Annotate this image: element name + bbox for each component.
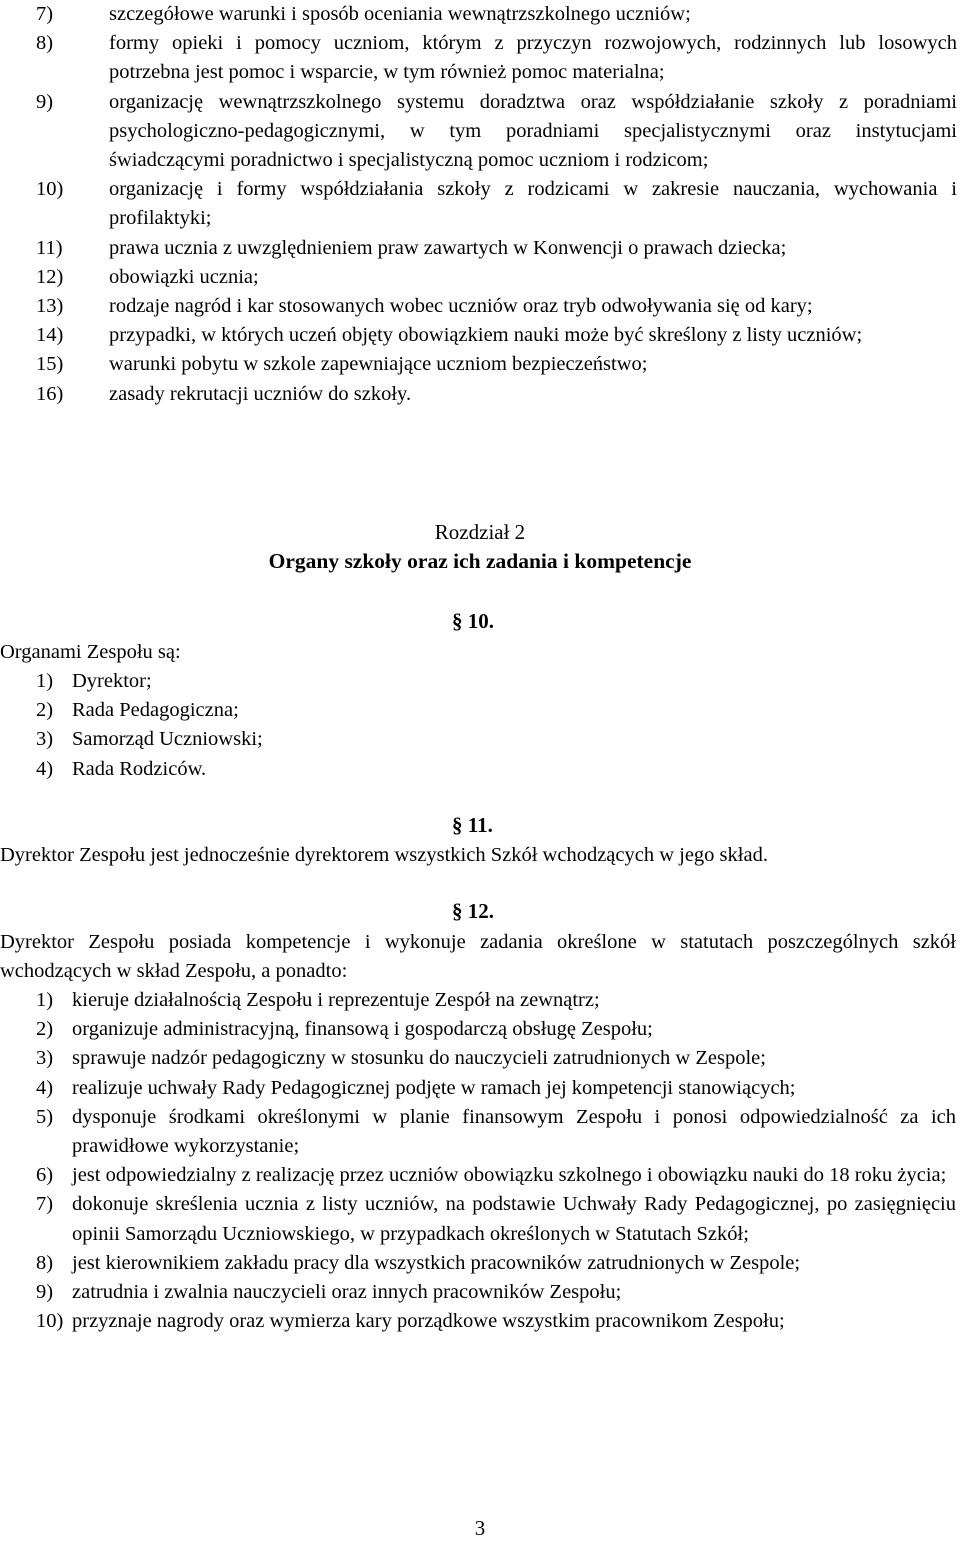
item-text: jest kierownikiem zakładu pracy dla wszystkich pracowników zatrudnionych w Zespole; [72, 1251, 801, 1274]
item-number: 12) [36, 265, 64, 288]
organs-list [0, 667, 960, 784]
item-text: Dyrektor; [72, 670, 152, 692]
item-number: 16) [36, 382, 64, 405]
list-item [0, 1044, 960, 1073]
list-item [0, 1190, 960, 1248]
item-number: 10) [36, 178, 64, 201]
list-item [0, 986, 960, 1015]
item-text: realizuje uchwały Rady Pedagogicznej podjęte w ramach jej kompetencji stanowiących; [72, 1076, 796, 1099]
item-number: 8) [36, 1251, 54, 1274]
item-text: jest odpowiedzialny z realizację przez uczniów obowiązku szkolnego i obowiązku nauki do 18 roku życia; [72, 1164, 947, 1187]
section-10-intro: Organami Zespołu są: [0, 641, 181, 663]
list-item [0, 725, 960, 754]
chapter-number: Rozdział 2 [434, 520, 526, 544]
list-item [0, 29, 960, 87]
item-text: kieruje działalnością Zespołu i reprezentuje Zespół na zewnątrz; [72, 989, 600, 1011]
list-item [0, 175, 960, 233]
list-item [0, 1015, 960, 1044]
item-text: zatrudnia i zwalnia nauczycieli oraz innych pracowników Zespołu; [72, 1281, 622, 1304]
item-text: organizację i formy współdziałania szkoły z rodzicami w zakresie nauczania, wychowania i profilaktyki; [109, 178, 957, 230]
list-item [0, 1103, 960, 1161]
list-item [0, 1307, 960, 1336]
list-item [0, 667, 960, 696]
item-number: 3) [36, 728, 54, 751]
item-number: 1) [36, 989, 54, 1011]
item-number: 8) [36, 32, 54, 55]
item-number: 9) [36, 1281, 54, 1304]
list-item [0, 1278, 960, 1307]
list-item [0, 234, 960, 263]
item-text: przyznaje nagrody oraz wymierza kary porządkowe wszystkim pracownikom Zespołu; [72, 1310, 785, 1333]
statute-items-list [0, 0, 960, 409]
item-number: 4) [36, 1076, 54, 1099]
section-12-intro: Dyrektor Zespołu posiada kompetencje i wykonuje zadania określone w statutach poszczególnych szkół wchodzących w skład Zespołu, a ponadto: [0, 931, 956, 983]
section-number: 12. [467, 899, 494, 923]
item-number: 14) [36, 324, 64, 347]
list-item [0, 755, 960, 784]
list-item [0, 321, 960, 350]
item-number: 5) [36, 1105, 54, 1128]
section-heading-12 [452, 899, 494, 924]
section-number: 11. [467, 813, 493, 837]
item-number: 4) [36, 757, 54, 780]
director-duties-list [0, 986, 960, 1336]
item-number: 11) [36, 236, 63, 259]
item-text: dysponuje środkami określonymi w planie finansowym Zespołu i ponosi odpowiedzialność za ich prawidłowe wykorzystanie; [72, 1105, 956, 1158]
item-text: Rada Pedagogiczna; [72, 699, 239, 722]
page-number: 3 [474, 1516, 486, 1540]
item-number: 15) [36, 353, 64, 376]
item-number: 10) [36, 1310, 64, 1333]
section-11-text: Dyrektor Zespołu jest jednocześnie dyrektorem wszystkich Szkół wchodzących w jego skład. [0, 844, 768, 866]
item-text: prawa ucznia z uwzględnieniem praw zawartych w Konwencji o prawach dziecka; [109, 236, 787, 259]
item-text: organizuje administracyjną, finansową i gospodarczą obsługę Zespołu; [72, 1018, 653, 1041]
item-text: sprawuje nadzór pedagogiczny w stosunku do nauczycieli zatrudnionych w Zespole; [72, 1047, 766, 1070]
item-text: Rada Rodziców. [72, 757, 207, 780]
section-sign-icon: § [452, 609, 463, 633]
list-item [0, 0, 960, 29]
item-text: zasady rekrutacji uczniów do szkoły. [109, 382, 412, 405]
list-item [0, 1074, 960, 1103]
item-number: 7) [36, 1193, 54, 1216]
item-number: 2) [36, 1018, 54, 1041]
item-text: Samorząd Uczniowski; [72, 728, 263, 751]
item-number: 7) [36, 3, 54, 25]
list-item [0, 88, 960, 176]
list-item [0, 1161, 960, 1190]
item-text: szczegółowe warunki i sposób oceniania wewnątrzszkolnego uczniów; [109, 3, 691, 25]
section-sign-icon: § [452, 899, 463, 923]
list-item [0, 350, 960, 379]
list-item [0, 292, 960, 321]
item-number: 13) [36, 295, 64, 318]
item-number: 9) [36, 90, 54, 113]
item-text: rodzaje nagród i kar stosowanych wobec uczniów oraz tryb odwoływania się od kary; [109, 295, 813, 318]
item-text: warunki pobytu w szkole zapewniające uczniom bezpieczeństwo; [109, 353, 648, 376]
section-heading-11 [452, 813, 493, 838]
section-heading-10 [452, 609, 494, 634]
list-item [0, 263, 960, 292]
section-number: 10. [467, 609, 494, 633]
item-text: obowiązki ucznia; [109, 265, 259, 288]
item-text: formy opieki i pomocy uczniom, którym z przyczyn rozwojowych, rodzinnych lub losowych potrzebna jest pomoc i wsparcie, w tym również pomoc materialna; [109, 32, 957, 84]
item-number: 6) [36, 1164, 54, 1187]
item-number: 1) [36, 670, 54, 692]
list-item [0, 1249, 960, 1278]
item-text: przypadki, w których uczeń objęty obowiązkiem nauki może być skreślony z listy uczniów; [109, 324, 863, 347]
chapter-title: Organy szkoły oraz ich zadania i kompetencje [268, 549, 692, 573]
item-number: 3) [36, 1047, 54, 1070]
list-item [0, 696, 960, 725]
item-text: dokonuje skreślenia ucznia z listy uczniów, na podstawie Uchwały Rady Pedagogicznej, po zasięgnięciu opinii Samorządu Uczniowskiego, w przypadkach określonych w Statutach Szkół; [72, 1193, 956, 1245]
item-text: organizację wewnątrzszkolnego systemu doradztwa oraz współdziałanie szkoły z poradniami psychologiczno-pedagogicznymi, w tym poradniami specjalistycznymi oraz instytucjami świadczącymi poradnictwo i specjalistyczną pomoc uczniom i rodzicom; [109, 90, 957, 172]
item-number: 2) [36, 699, 54, 722]
section-sign-icon: § [452, 813, 463, 837]
list-item [0, 380, 960, 409]
